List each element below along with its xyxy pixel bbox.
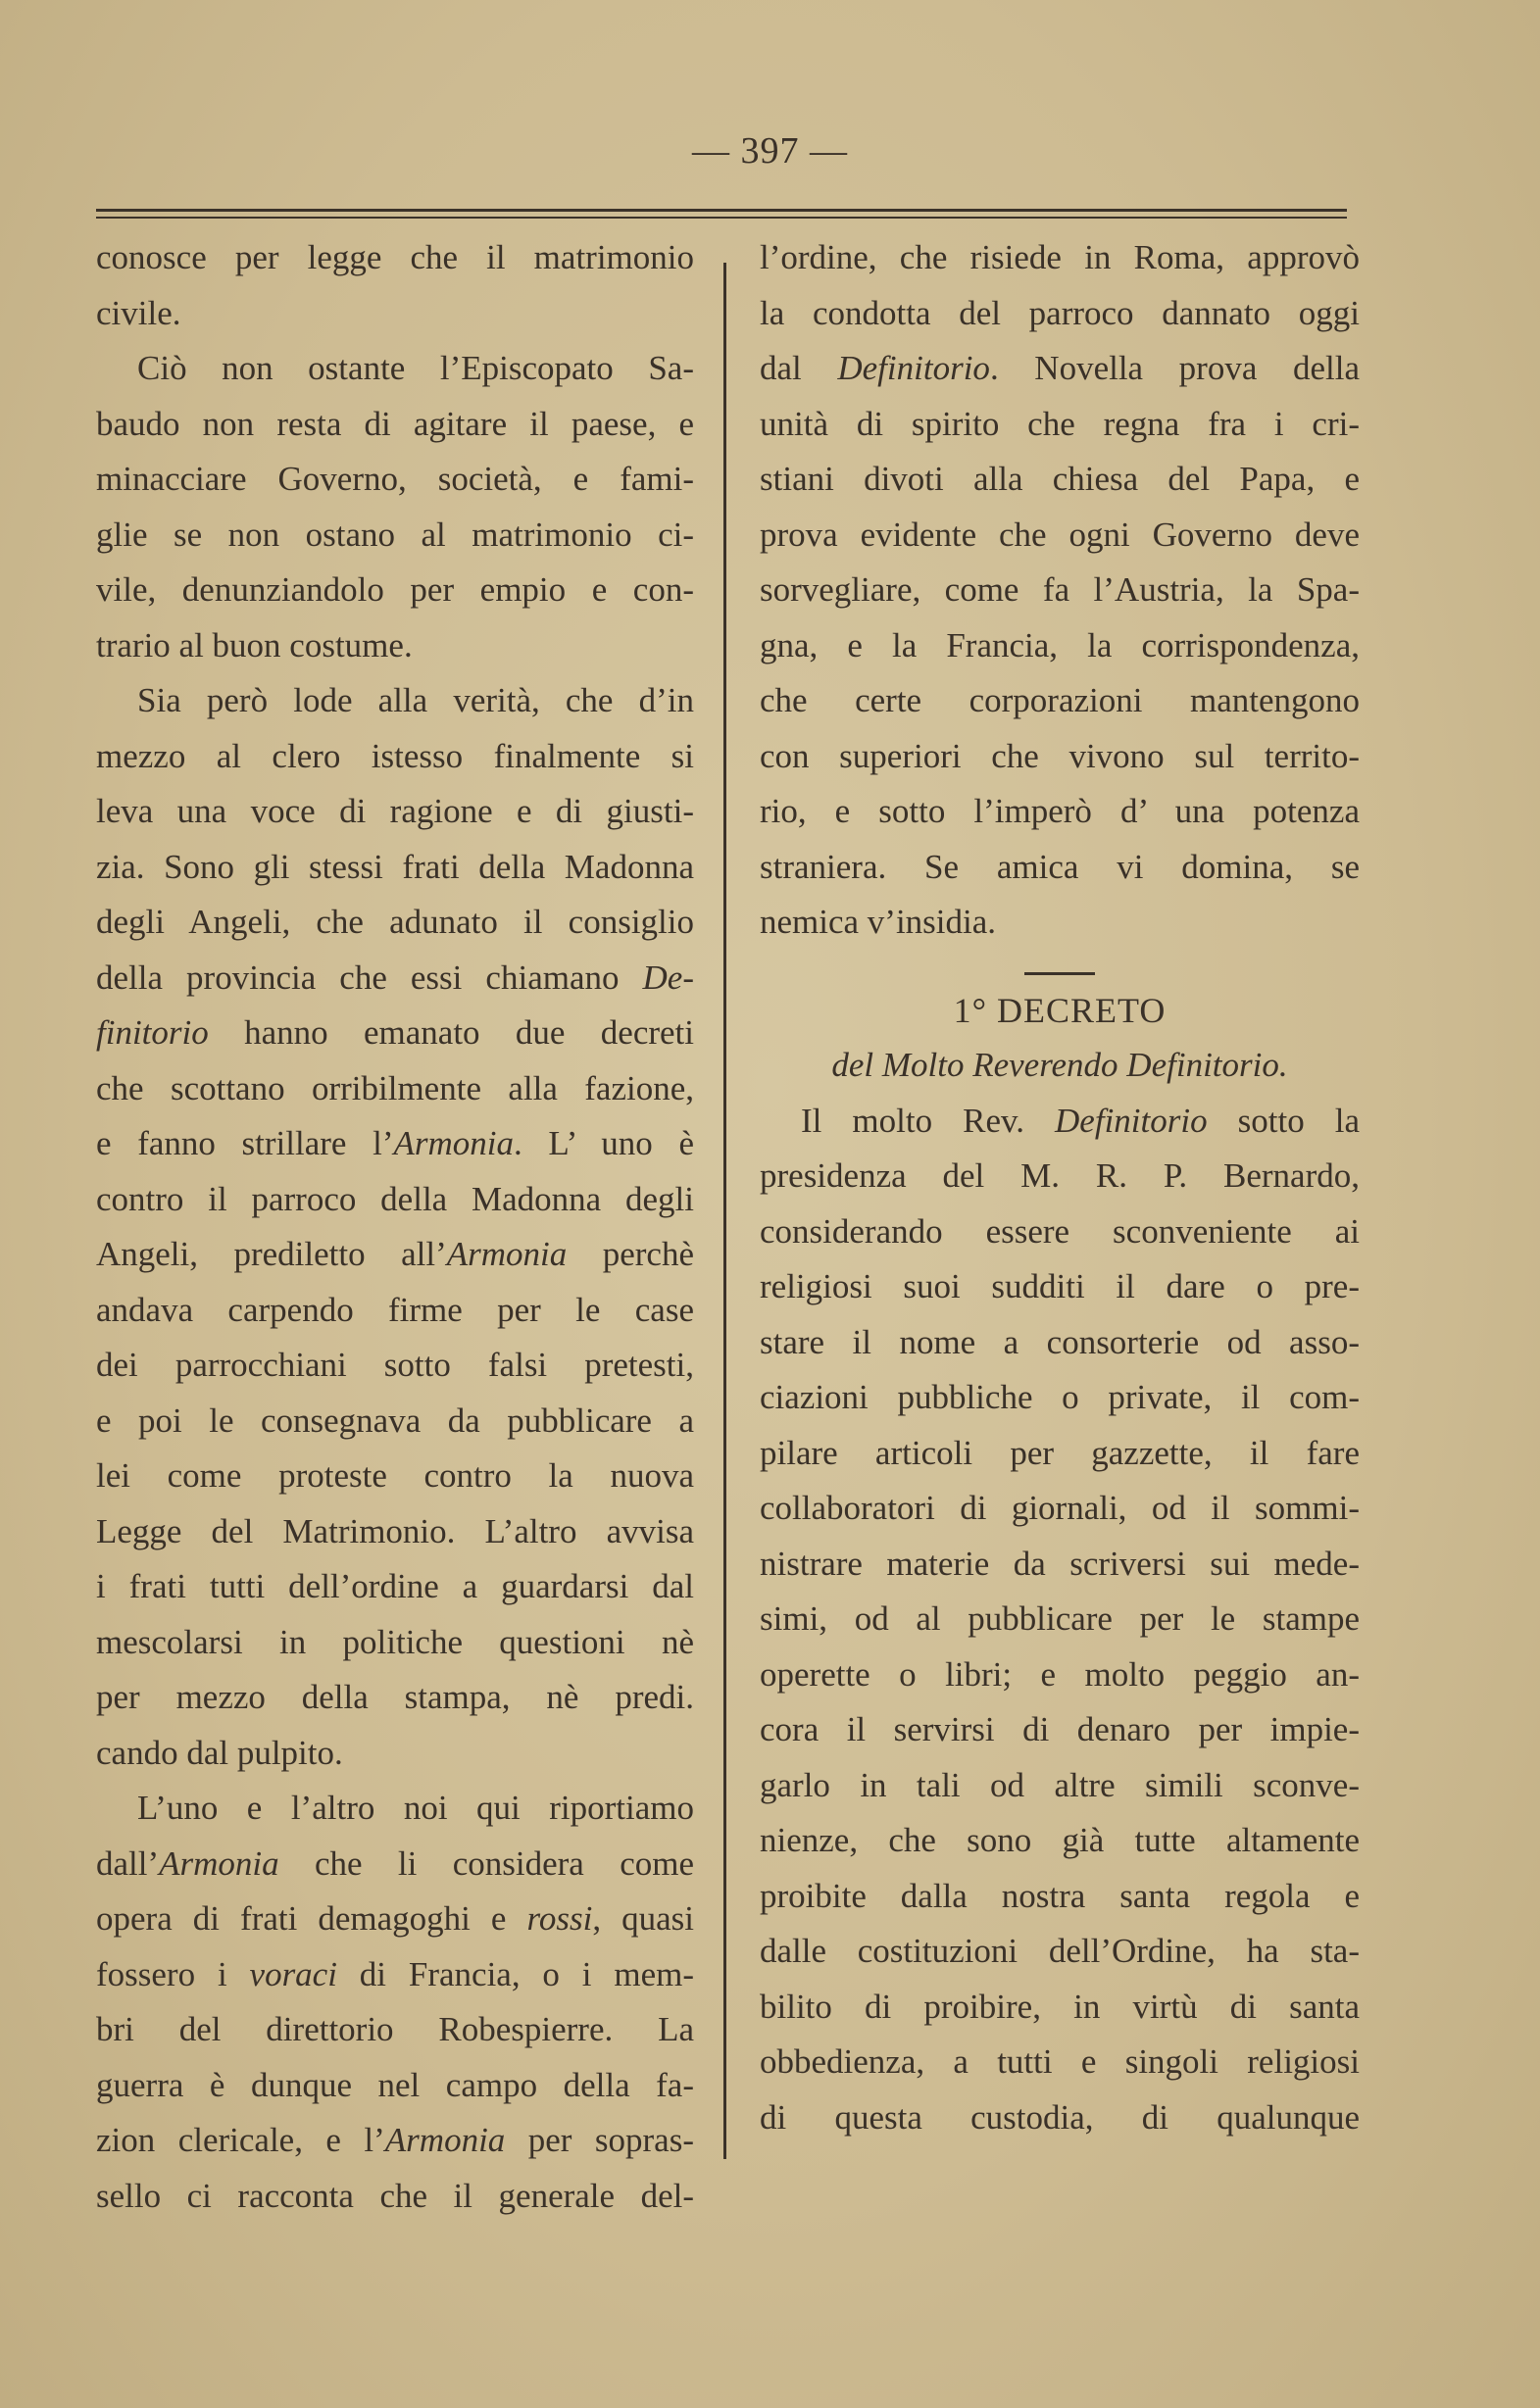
left-column-line: andava carpendo firme per le case (96, 1290, 694, 1329)
left-column-line: opera di frati demagoghi e rossi, quasi (96, 1899, 695, 1938)
right-column-line: l’ordine, che risiede in Roma, approvò (760, 238, 1360, 276)
left-column-line: Sia però lode alla verità, che d’in (137, 681, 694, 719)
right-column-line: dal Definitorio. Novella prova della (760, 349, 1360, 387)
right-column-line: straniera. Se amica vi domina, se (760, 847, 1360, 886)
left-column-line: minacciare Governo, società, e fami- (96, 460, 694, 498)
left-column-line: guerra è dunque nel campo della fa- (96, 2065, 694, 2104)
decree-line: ciazioni pubbliche o private, il com- (760, 1378, 1360, 1416)
left-column-line: finitorio hanno emanato due decreti (96, 1013, 694, 1052)
left-column-line: che scottano orribilmente alla fazione, (96, 1068, 694, 1107)
decree-line: religiosi suoi sudditi il dare o pre- (760, 1267, 1360, 1305)
right-column-line: con superiori che vivono sul territo- (760, 736, 1360, 775)
decree-line: presidenza del M. R. P. Bernardo, (760, 1156, 1360, 1195)
left-column-line: conosce per legge che il matrimonio (96, 238, 694, 276)
column-divider (723, 263, 726, 2159)
decree-line: stare il nome a consorterie od asso- (760, 1322, 1360, 1361)
right-column-line: nemica v’insidia. (760, 903, 997, 941)
left-column-line: Ciò non ostante l’Episcopato Sa- (137, 349, 694, 387)
left-column-line: degli Angeli, che adunato il consiglio (96, 903, 694, 941)
decree-line: garlo in tali od altre simili sconve- (760, 1765, 1360, 1804)
left-column-line: sello ci racconta che il generale del- (96, 2176, 694, 2215)
right-column-line: prova evidente che ogni Governo deve (760, 515, 1360, 554)
decree-text (760, 1094, 1360, 2146)
left-column-line: vile, denunziandolo per empio e con- (96, 570, 694, 609)
article-continuation (760, 230, 1360, 951)
decree-line: pilare articoli per gazzette, il fare (760, 1433, 1360, 1472)
right-column-line: gna, e la Francia, la corrispondenza, (760, 625, 1360, 664)
decree-line: bilito di proibire, in virtù di santa (760, 1987, 1360, 2026)
right-text-column (760, 230, 1360, 2145)
right-column-line: sorvegliare, come fa l’Austria, la Spa- (760, 570, 1360, 609)
left-column-line: dall’Armonia che li considera come (96, 1843, 694, 1883)
left-column-line: cando dal pulpito. (96, 1733, 343, 1772)
right-column-line: stiani divoti alla chiesa del Papa, e (760, 460, 1360, 498)
right-column-line: unità di spirito che regna fra i cri- (760, 404, 1360, 443)
decree-line: di questa custodia, di qualunque (760, 2097, 1360, 2137)
left-column-line: lei come proteste contro la nuova (96, 1456, 694, 1495)
left-column-line: contro il parroco della Madonna degli (96, 1179, 694, 1218)
decree-heading: 1° DECRETO (953, 990, 1167, 1030)
left-column-line: per mezzo della stampa, nè predi. (96, 1678, 694, 1716)
left-column-line: e poi le consegnava da pubblicare a (96, 1401, 694, 1440)
decree-line: dalle costituzioni dell’Ordine, ha sta- (760, 1932, 1360, 1970)
left-column-line: della provincia che essi chiamano De- (96, 958, 694, 997)
header-double-rule (96, 209, 1347, 219)
left-column-line: mescolarsi in politiche questioni nè (96, 1622, 694, 1661)
right-column-line: rio, e sotto l’imperò d’ una potenza (760, 792, 1360, 830)
decree-line: operette o libri; e molto peggio an- (760, 1654, 1360, 1694)
right-column-line: la condotta del parroco dannato oggi (760, 293, 1360, 332)
left-column-line: dei parrocchiani sotto falsi pretesti, (96, 1346, 694, 1384)
left-column-line: zia. Sono gli stessi frati della Madonna (96, 847, 694, 886)
left-column-line: zion clericale, e l’Armonia per sopras- (96, 2121, 694, 2159)
decree-line: cora il servirsi di denaro per impie- (760, 1710, 1360, 1748)
section-separator-rule (1024, 972, 1095, 975)
left-column-line: glie se non ostano al matrimonio ci- (96, 515, 694, 554)
page-number: — 397 — (692, 130, 848, 172)
decree-line: obbedienza, a tutti e singoli religiosi (760, 2042, 1360, 2081)
decree-line: nistrare materie da scriversi sui mede- (760, 1544, 1360, 1583)
left-column-line: L’uno e l’altro noi qui riportiamo (137, 1789, 694, 1827)
left-column-line: bri del direttorio Robespierre. La (96, 2010, 694, 2048)
left-column-line: trario al buon costume. (96, 625, 413, 664)
left-column-line: mezzo al clero istesso finalmente si (96, 736, 694, 775)
decree-line: proibite dalla nostra santa regola e (760, 1876, 1360, 1915)
decree-line: considerando essere sconveniente ai (760, 1211, 1360, 1251)
decree-subheading: del Molto Reverendo Definitorio. (831, 1046, 1288, 1084)
decree-line: Il molto Rev. Definitorio sotto la (801, 1101, 1360, 1140)
left-column-line: Legge del Matrimonio. L’altro avvisa (96, 1511, 694, 1550)
right-column-line: che certe corporazioni mantengono (760, 681, 1360, 719)
left-column-line: Angeli, prediletto all’Armonia perchè (96, 1235, 694, 1273)
left-text-column (96, 230, 694, 2224)
left-column-line: leva una voce di ragione e di giusti- (96, 792, 694, 830)
left-column-line: fossero i voraci di Francia, o i mem- (96, 1954, 695, 1993)
decree-line: simi, od al pubblicare per le stampe (760, 1599, 1360, 1638)
left-column-line: e fanno strillare l’Armonia. L’ uno è (96, 1124, 694, 1162)
decree-line: collaboratori di giornali, od il sommi- (760, 1489, 1360, 1527)
decree-line: nienze, che sono già tutte altamente (760, 1821, 1360, 1859)
left-column-line: i frati tutti dell’ordine a guardarsi dal (96, 1567, 694, 1605)
left-column-line: civile. (96, 293, 181, 332)
left-column-line: baudo non resta di agitare il paese, e (96, 404, 694, 443)
